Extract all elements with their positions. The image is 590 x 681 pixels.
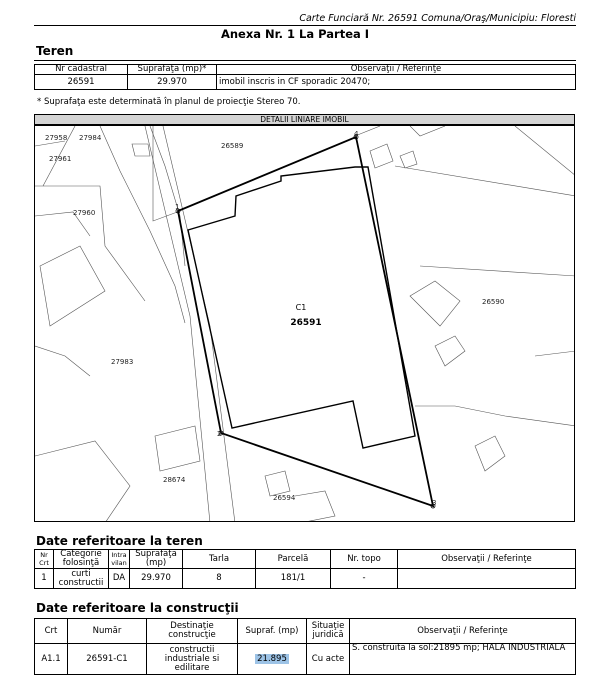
col-observatii: Observaţii / Referinţe xyxy=(398,550,576,569)
parcel-label: 26591 xyxy=(290,318,322,328)
cell-parcela: 181/1 xyxy=(256,569,331,589)
col-numar: Număr xyxy=(68,619,147,644)
col-destinatie: Destinaţie construcţie xyxy=(147,619,238,644)
col-nr-cadastral: Nr cadastral xyxy=(35,65,128,75)
cell-destinatie: constructii industriale si edilitare xyxy=(147,644,238,675)
cell-categorie: curti constructii xyxy=(54,569,109,589)
col-situatie: Situaţie juridică xyxy=(307,619,350,644)
table-header-row xyxy=(35,619,576,644)
annex-title: Anexa Nr. 1 La Partea I xyxy=(220,27,370,41)
cell-nr-cadastral: 26591 xyxy=(35,75,128,90)
col-supraf: Supraf. (mp) xyxy=(238,619,307,644)
neighbor-label: 27961 xyxy=(49,155,72,163)
neighbor-label: 26594 xyxy=(273,494,296,502)
cell-observatii: S. construita la sol:21895 mp; HALA INDUSTRIALA xyxy=(350,644,576,675)
cell-crt: A1.1 xyxy=(35,644,68,675)
building-label: C1 xyxy=(295,303,307,312)
highlighted-surface: 21.895 xyxy=(257,653,287,664)
col-nr-crt: Nr Crt xyxy=(35,550,54,569)
cell-situatie: Cu acte xyxy=(307,644,350,675)
col-categorie: Categorie folosinţă xyxy=(54,550,109,569)
document-reference: Carte Funciară Nr. 26591 Comuna/Oraş/Municipiu: Floresti xyxy=(299,13,576,24)
cell-observatii xyxy=(398,569,576,589)
cell-nr-crt: 1 xyxy=(35,569,54,589)
map-title: DETALII LINIARE IMOBIL xyxy=(34,114,575,125)
vertex-label-2: 2 xyxy=(217,430,222,438)
cell-tarla: 8 xyxy=(183,569,256,589)
col-suprafata: Suprafaţa (mp)* xyxy=(128,65,217,75)
cadastral-map-drawing xyxy=(35,126,575,522)
vertex-label-3: 3 xyxy=(432,499,437,507)
vertex-label-4: 4 xyxy=(354,130,359,138)
neighbor-label: 26590 xyxy=(482,298,505,306)
col-observatii: Observaţii / Referinţe xyxy=(217,65,576,75)
section-title-teren: Teren xyxy=(36,44,74,58)
surface-footnote: * Suprafaţa este determinată în planul de proiecţie Stereo 70. xyxy=(37,97,301,107)
col-parcela: Parcelă xyxy=(256,550,331,569)
neighbor-labels xyxy=(45,134,504,502)
neighbor-label: 27958 xyxy=(45,134,68,142)
col-intravilan: Intra vilan xyxy=(109,550,130,569)
table-row xyxy=(35,75,576,90)
col-suprafata: Suprafaţa (mp) xyxy=(130,550,183,569)
section-rule-teren xyxy=(34,60,576,61)
cell-nr-topo: - xyxy=(331,569,398,589)
cell-observatii: imobil inscris in CF sporadic 20470; xyxy=(217,75,576,90)
neighbor-label: 28674 xyxy=(163,476,186,484)
neighbor-label: 26589 xyxy=(221,142,244,150)
neighbor-label: 27960 xyxy=(73,209,96,217)
cadastral-map xyxy=(34,125,575,522)
neighbor-label: 27984 xyxy=(79,134,102,142)
section-title-date-constructii: Date referitoare la construcţii xyxy=(36,601,239,615)
cell-numar: 26591-C1 xyxy=(68,644,147,675)
date-constructii-table xyxy=(34,618,576,675)
col-nr-topo: Nr. topo xyxy=(331,550,398,569)
date-teren-table xyxy=(34,549,576,589)
table-row xyxy=(35,569,576,589)
vertex-label-1: 1 xyxy=(175,203,180,211)
cell-supraf xyxy=(238,644,307,675)
cell-suprafata: 29.970 xyxy=(130,569,183,589)
section-title-date-teren: Date referitoare la teren xyxy=(36,534,203,548)
teren-table xyxy=(34,64,576,90)
cell-suprafata: 29.970 xyxy=(128,75,217,90)
cell-intravilan: DA xyxy=(109,569,130,589)
col-observatii: Observaţii / Referinţe xyxy=(350,619,576,644)
table-row xyxy=(35,644,576,675)
header-rule xyxy=(34,25,576,26)
table-header-row xyxy=(35,65,576,75)
neighbor-label: 27983 xyxy=(111,358,134,366)
col-crt: Crt xyxy=(35,619,68,644)
col-tarla: Tarla xyxy=(183,550,256,569)
table-header-row xyxy=(35,550,576,569)
